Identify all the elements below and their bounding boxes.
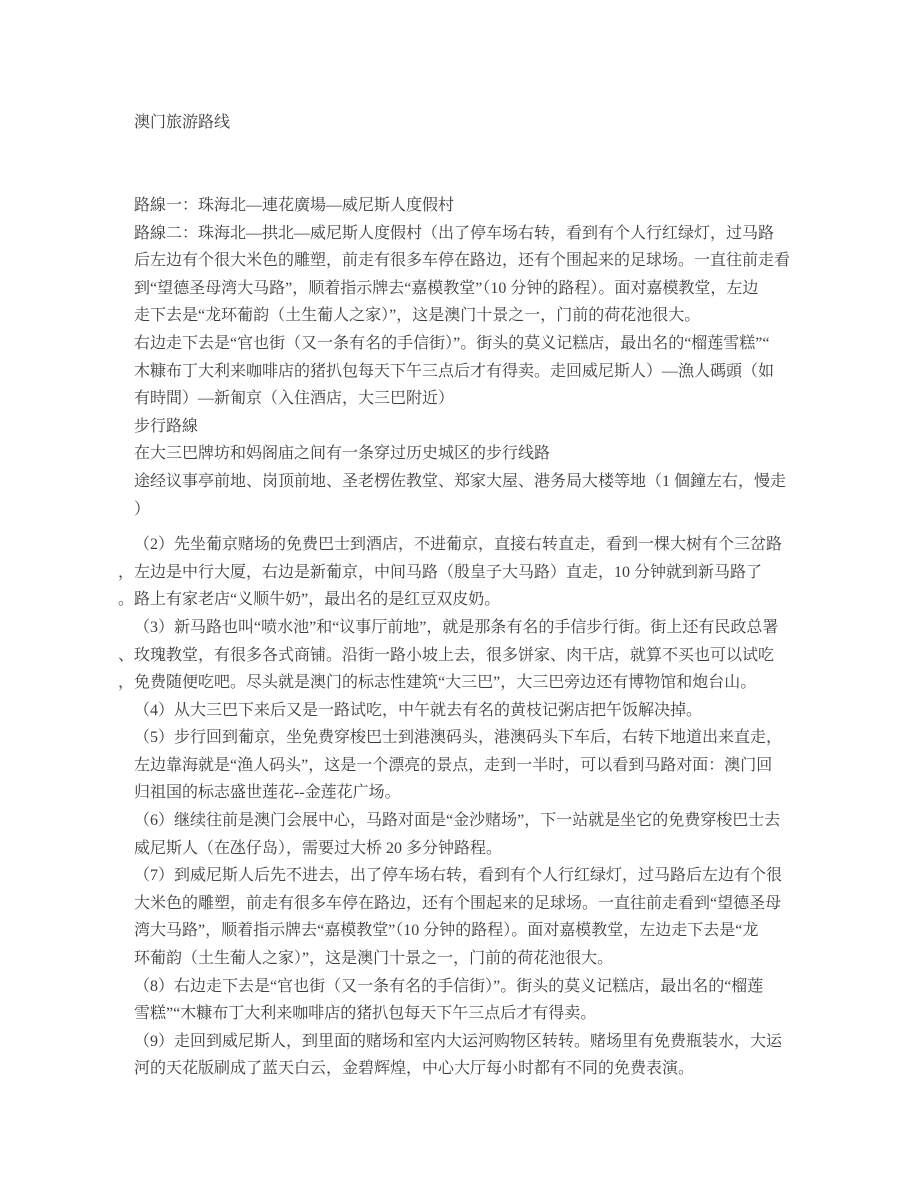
text-line: 威尼斯人（在氹仔岛），需要过大桥 20 多分钟路程。 bbox=[134, 839, 503, 857]
text-line: ） bbox=[134, 500, 151, 518]
text-line: 河的天花版刷成了蓝天白云，金碧辉煌，中心大厅每小时都有不同的免费表演。 bbox=[134, 1060, 695, 1078]
text-line: 。路上有家老店“义顺牛奶”，最出名的是红豆双皮奶。 bbox=[118, 591, 501, 609]
text-line: 雪糕”“木糠布丁大利来咖啡店的猪扒包每天下午三点后才有得卖。 bbox=[134, 1005, 597, 1023]
document-title: 澳门旅游路线 bbox=[134, 114, 231, 131]
text-line: 大米色的雕塑，前走有很多车停在路边，还有个围起来的足球场。一直往前走看到“望德圣母 bbox=[134, 894, 782, 912]
text-line: （7）到威尼斯人后先不进去，出了停车场右转，看到有个人行红绿灯，过马路后左边有个很 bbox=[134, 867, 783, 885]
text-line: 左边靠海就是“渔人码头”，这是一个漂亮的景点，走到一半时，可以看到马路对面：澳门回 bbox=[134, 756, 773, 774]
text-line: （5）步行回到葡京，坐免费穿梭巴士到港澳码头，港澳码头下车后，右转下地道出来直走， bbox=[134, 729, 783, 747]
text-line: 归祖国的标志盛世莲花--金莲花广场。 bbox=[134, 784, 401, 802]
text-line: 环葡韵（土生葡人之家）”，这是澳门十景之一，门前的荷花池很大。 bbox=[134, 950, 614, 968]
text-line: 途经议事亭前地、岗顶前地、圣老楞佐教堂、郑家大屋、港务局大楼等地（1 個鐘左右，慢走 bbox=[134, 472, 787, 490]
text-line: 右边走下去是“官也街（又一条有名的手信街）”。街头的莫义记糕店，最出名的“榴莲雪糕”“ bbox=[134, 334, 770, 352]
text-line: 湾大马路”，顺着指示牌去“嘉模教堂”（10 分钟的路程）。面对嘉模教堂，左边走下去是“龙 bbox=[134, 922, 759, 940]
text-line: （2）先坐葡京赌场的免费巴士到酒店，不进葡京，直接右转直走，看到一棵大树有个三岔路 bbox=[134, 536, 783, 554]
text-line: 有時間）—新匍京（入住酒店，大三巴附近） bbox=[134, 390, 455, 408]
text-line: （6）继续往前是澳门会展中心，马路对面是“金沙赌场”，下一站就是坐它的免费穿梭巴士去 bbox=[134, 812, 781, 830]
text-line: 走下去是“龙环葡韵（土生葡人之家）”，这是澳门十景之一，门前的荷花池很大。 bbox=[134, 307, 701, 325]
text-line: 、玫瑰教堂，有很多各式商铺。沿街一路小坡上去，很多饼家、肉干店，就算不买也可以试吃 bbox=[118, 646, 775, 664]
text-line: （4）从大三巴下来后又是一路试吃，中午就去有名的黄枝记粥店把午饭解决掉。 bbox=[134, 701, 703, 719]
text-line: 在大三巴牌坊和妈阁庙之间有一条穿过历史城区的步行线路 bbox=[134, 445, 551, 463]
text-line: （8）右边走下去是“官也街（又一条有名的手信街）”。街头的莫义记糕店，最出名的“榴莲 bbox=[134, 977, 764, 995]
text-line: 后左边有个很大米色的雕塑，前走有很多车停在路边，还有个围起来的足球场。一直往前走看 bbox=[134, 252, 791, 270]
document-body bbox=[118, 192, 794, 1083]
text-line: （3）新马路也叫“喷水池”和“议事厅前地”，就是那条有名的手信步行街。街上还有民政总署 bbox=[134, 618, 779, 636]
text-line: 步行路線 bbox=[134, 417, 199, 435]
text-line: ，左边是中行大厦，右边是新葡京，中间马路（殷皇子大马路）直走，10 分钟就到新马路了 bbox=[118, 563, 763, 581]
text-line: （9）走回到威尼斯人，到里面的赌场和室内大运河购物区转转。赌场里有免费瓶装水，大运 bbox=[134, 1032, 783, 1050]
text-line: 路線二：珠海北—拱北—威尼斯人度假村（出了停车场右转，看到有个人行红绿灯，过马路 bbox=[134, 224, 775, 242]
text-line: 到“望德圣母湾大马路”，顺着指示牌去“嘉模教堂”（10 分钟的路程）。面对嘉模教堂，左边 bbox=[134, 279, 759, 297]
text-line: 木糠布丁大利来咖啡店的猪扒包每天下午三点后才有得卖。走回威尼斯人）—漁人碼頭（如 bbox=[134, 362, 775, 380]
text-line: ，免费随便吃吧。尽头就是澳门的标志性建筑“大三巴”，大三巴旁边还有博物馆和炮台山。 bbox=[118, 674, 757, 692]
text-line: 路線一：珠海北—連花廣場—威尼斯人度假村 bbox=[134, 197, 455, 214]
